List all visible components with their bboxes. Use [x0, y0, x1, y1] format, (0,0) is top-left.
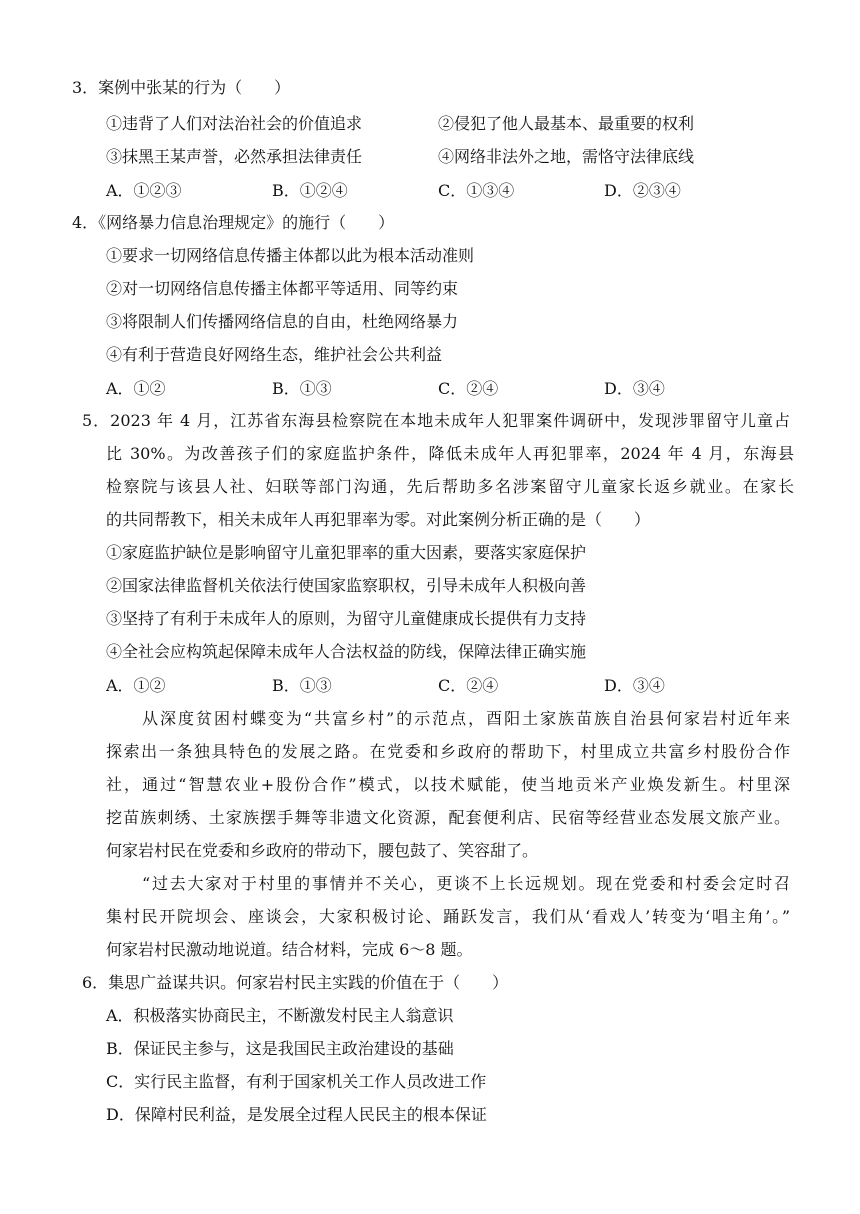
q6-option-a: A．积极落实协商民主，不断激发村民主人翁意识: [106, 1006, 454, 1025]
q3-option-3: ③抹黑王某声誉，必然承担法律责任: [106, 147, 363, 166]
q5-option-3: ③坚持了有利于未成年人的原则，为留守儿童健康成长提供有力支持: [106, 609, 587, 628]
material-para2-line-1: “过去大家对于村里的事情并不关心，更谈不上长远规划。现在党委和村委会定时召: [142, 874, 790, 893]
question-5-stem-line-4: 的共同帮教下，相关未成年人再犯罪率为零。对此案例分析正确的是（ ）: [106, 510, 651, 529]
question-5-stem-line-1: 5．2023 年 4 月，江苏省东海县检察院在本地未成年人犯罪案件调研中，发现涉罪留守儿童占: [82, 411, 790, 430]
q6-option-c: C．实行民主监督，有利于国家机关工作人员改进工作: [106, 1072, 487, 1091]
q3-choice-d: D．②③④: [604, 181, 681, 200]
question-3-stem: 3．案例中张某的行为（ ）: [72, 78, 291, 97]
question-5-stem-line-3: 检察院与该县人社、妇联等部门沟通，先后帮助多名涉案留守儿童家长返乡就业。在家长: [106, 477, 794, 496]
material-para2-line-2: 集村民开院坝会、座谈会，大家积极讨论、踊跃发言，我们从‘看戏人’转变为‘唱主角’。”: [106, 907, 790, 926]
question-6-stem: 6．集思广益谋共识。何家岩村民主实践的价值在于（ ）: [82, 973, 509, 992]
q6-option-b: B．保证民主参与，这是我国民主政治建设的基础: [106, 1039, 454, 1058]
q5-choice-d: D．③④: [604, 676, 665, 695]
q3-choice-a: A．①②③: [106, 181, 182, 200]
q5-choice-a: A．①②: [106, 676, 166, 695]
material-para1-line-2: 探索出一条独具特色的发展之路。在党委和乡政府的帮助下，村里成立共富乡村股份合作: [106, 742, 790, 761]
material-para1-line-5: 何家岩村民在党委和乡政府的带动下，腰包鼓了、笑容甜了。: [106, 841, 539, 860]
q4-choice-d: D．③④: [604, 379, 665, 398]
material-para2-line-3: 何家岩村民激动地说道。结合材料，完成 6～8 题。: [106, 940, 473, 959]
q3-option-2: ②侵犯了他人最基本、最重要的权利: [438, 114, 695, 133]
question-5-stem-line-2: 比 30%。为改善孩子们的家庭监护条件，降低未成年人再犯罪率，2024 年 4 月，东海县: [106, 444, 794, 463]
q4-option-3: ③将限制人们传播网络信息的自由，杜绝网络暴力: [106, 312, 459, 331]
q6-option-d: D．保障村民利益，是发展全过程人民民主的根本保证: [106, 1105, 487, 1124]
q4-option-1: ①要求一切网络信息传播主体都以此为根本活动准则: [106, 246, 475, 265]
q3-option-1: ①违背了人们对法治社会的价值追求: [106, 114, 363, 133]
q4-option-4: ④有利于营造良好网络生态，维护社会公共利益: [106, 345, 443, 364]
material-para1-line-4: 挖苗族刺绣、土家族摆手舞等非遗文化资源，配套便利店、民宿等经营业态发展文旅产业。: [106, 808, 790, 827]
q4-choice-c: C．②④: [438, 379, 499, 398]
material-para1-line-1: 从深度贫困村蝶变为“共富乡村”的示范点，酉阳土家族苗族自治县何家岩村近年来: [142, 709, 790, 728]
q5-choice-b: B．①③: [272, 676, 332, 695]
q3-option-4: ④网络非法外之地，需恪守法律底线: [438, 147, 695, 166]
material-para1-line-3: 社，通过“智慧农业+股份合作”模式，以技术赋能，使当地贡米产业焕发新生。村里深: [106, 775, 790, 794]
question-4-stem: 4．《网络暴力信息治理规定》的施行（ ）: [72, 213, 395, 232]
q5-option-2: ②国家法律监督机关依法行使国家监察职权，引导未成年人积极向善: [106, 576, 587, 595]
q3-choice-b: B．①②④: [272, 181, 348, 200]
q3-choice-c: C．①③④: [438, 181, 515, 200]
q5-choice-c: C．②④: [438, 676, 499, 695]
q4-option-2: ②对一切网络信息传播主体都平等适用、同等约束: [106, 279, 459, 298]
q5-option-1: ①家庭监护缺位是影响留守儿童犯罪率的重大因素，要落实家庭保护: [106, 543, 587, 562]
q4-choice-a: A．①②: [106, 379, 166, 398]
q4-choice-b: B．①③: [272, 379, 332, 398]
q5-option-4: ④全社会应构筑起保障未成年人合法权益的防线，保障法律正确实施: [106, 642, 587, 661]
